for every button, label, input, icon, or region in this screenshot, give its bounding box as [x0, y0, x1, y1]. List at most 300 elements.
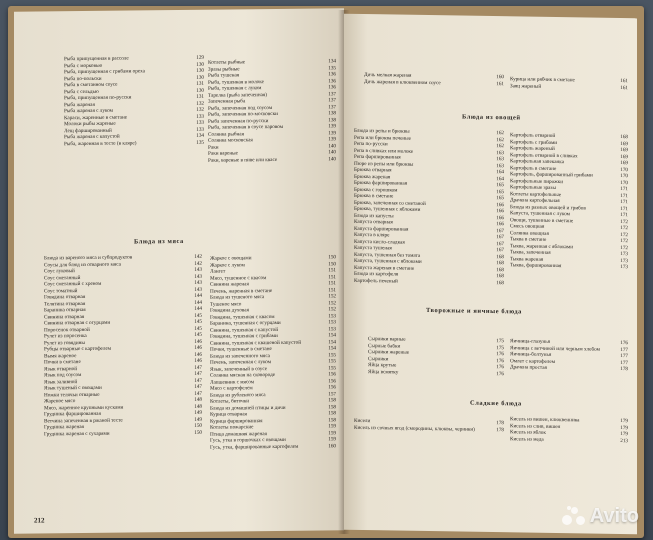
toc-column-sweets-right: [510, 416, 628, 444]
toc-column-dairy-left: [368, 336, 504, 377]
toc-entry-page: 151: [328, 273, 336, 280]
toc-entry-page: 178: [496, 426, 504, 433]
toc-entry-title: Котлеты картофельные: [510, 190, 562, 198]
toc-entry-title: Птица домашняя жареная: [210, 430, 267, 438]
toc-entry-title: Рыба, жаренная в тесте (в кляре): [64, 139, 137, 147]
toc-entry: [510, 83, 628, 91]
toc-entry-page: 138: [328, 116, 336, 123]
toc-entry-title: Капуста, тушенная с луком: [510, 210, 570, 218]
toc-entry-page: 178: [620, 366, 628, 373]
toc-entry-title: Блюда из капусты: [354, 212, 394, 219]
toc-entry-page: 164: [496, 175, 504, 182]
toc-entry-page: 139: [328, 123, 336, 130]
toc-entry-title: Ветчина запеченная в ржаной тесте: [44, 417, 123, 424]
toc-entry-page: 147: [194, 370, 202, 377]
toc-entry-title: Картофель жареный: [510, 145, 555, 153]
toc-entry-page: 163: [496, 162, 504, 169]
toc-entry-title: Картофель отварной в сливках: [510, 151, 578, 159]
toc-entry-page: 143: [194, 279, 202, 286]
toc-entry-page: 168: [496, 273, 504, 280]
avito-watermark: [562, 505, 639, 528]
toc-entry: [210, 443, 336, 451]
toc-entry-page: 168: [496, 253, 504, 260]
toc-entry-title: Свинина отварная с огурцами: [44, 319, 111, 327]
toc-entry-page: 146: [194, 357, 202, 364]
toc-entry-title: Гусь, утка, фаршированные картофелем: [210, 443, 299, 451]
toc-column-meat-right: [210, 254, 336, 450]
toc-entry-page: 132: [196, 100, 204, 107]
toc-entry-title: Капуста в кляре: [354, 231, 390, 239]
toc-entry-title: Капуста кисло-сладкая: [354, 238, 405, 246]
toc-entry-page: 136: [328, 84, 336, 91]
toc-entry-page: 167: [496, 247, 504, 254]
toc-entry-title: Тыква в сметане: [510, 236, 547, 243]
toc-entry-page: 135: [328, 64, 336, 71]
toc-entry-page: 166: [496, 214, 504, 221]
toc-entry-title: Кисель из вишен, клюквенника: [510, 416, 580, 424]
toc-entry-title: Жаркое с овощами: [210, 255, 252, 262]
toc-entry-page: 137: [328, 103, 336, 110]
toc-entry-page: 179: [620, 418, 628, 425]
toc-entry-page: 152: [328, 293, 336, 300]
toc-entry-page: 155: [328, 364, 336, 371]
toc-entry: [354, 277, 504, 286]
toc-entry-page: 167: [496, 227, 504, 234]
toc-entry-page: 173: [620, 251, 628, 258]
toc-entry-page: 173: [620, 264, 628, 271]
toc-entry-title: Свинина отварная: [44, 313, 85, 320]
toc-entry-title: Раки: [208, 144, 219, 151]
toc-entry-title: Блюда из тушеного мяса: [210, 294, 265, 301]
toc-column-vegetables-left: [354, 128, 504, 286]
toc-entry-page: 213: [620, 437, 628, 444]
toc-entry-title: Лапшевник с мясом: [210, 378, 254, 386]
toc-entry-title: Печень, жаренная в сметане: [210, 287, 273, 295]
toc-entry-title: Сырники варные: [368, 336, 406, 343]
toc-entry-title: Курица или рябчик в сметане: [510, 76, 575, 84]
toc-entry-page: 145: [194, 312, 202, 319]
toc-entry-page: 134: [196, 132, 204, 139]
toc-entry-title: Котлеты, биточки: [210, 398, 250, 405]
toc-entry-title: Говядина отварная: [44, 293, 86, 301]
toc-entry-title: Курица фаршированная: [210, 417, 263, 425]
toc-entry-page: 133: [196, 113, 204, 120]
toc-entry-page: 129: [196, 54, 204, 61]
toc-entry-title: Тыква, фаршированная: [510, 262, 562, 270]
toc-entry-title: Рулет из говядины: [44, 339, 85, 346]
toc-entry-page: 130: [196, 61, 204, 68]
toc-entry-page: 172: [620, 238, 628, 245]
toc-entry-page: 165: [496, 195, 504, 202]
toc-entry-page: 147: [194, 377, 202, 384]
toc-entry-page: 151: [328, 267, 336, 274]
toc-entry-page: 159: [328, 436, 336, 443]
toc-entry-title: Блюда из рубленого мяса: [210, 391, 266, 399]
toc-entry-title: Капуста, тушенная без томата: [354, 251, 421, 259]
toc-entry-title: Рыба, запеченная под соусом: [208, 104, 273, 112]
toc-entry-page: 175: [496, 338, 504, 345]
section-heading-vegetables: Блюда из овощей: [462, 113, 521, 122]
toc-entry-title: Картофель отварной: [510, 132, 556, 140]
toc-entry-title: Свинина, тушенная с квашеной капустой: [210, 339, 301, 347]
toc-entry-title: Говядина, тушенная с квасом: [210, 313, 275, 321]
toc-entry-title: Говядина духовая: [210, 307, 249, 314]
toc-entry-title: Брюква отварная: [354, 166, 392, 174]
toc-entry-title: Репа в сливках или молоке: [354, 147, 414, 155]
toc-entry-page: 178: [496, 420, 504, 427]
toc-entry-title: Лещ фаршированный: [64, 127, 112, 134]
toc-entry-page: 147: [194, 390, 202, 397]
toc-entry-title: Рыба жареная: [64, 101, 95, 108]
toc-entry-page: 134: [328, 58, 336, 65]
toc-entry-title: Блюда из вареного мяса и субпродуктов: [44, 254, 133, 262]
toc-entry: [208, 156, 336, 164]
toc-entry-page: 165: [496, 188, 504, 195]
toc-entry-title: Рыба тушеная: [208, 72, 240, 79]
toc-entry-page: 130: [196, 67, 204, 74]
toc-entry-title: Молоки рыбы жареные: [64, 120, 116, 128]
toc-entry-title: Ножки телячьи отварные: [44, 391, 100, 398]
toc-entry-page: 170: [620, 173, 628, 180]
toc-entry-title: Рыба, припущенная по-русски: [64, 94, 132, 102]
toc-entry-title: Соус сметанный с хреном: [44, 280, 102, 288]
toc-entry-title: Рыба, припущенная с грибами ореха: [64, 68, 145, 76]
toc-entry-page: 145: [194, 331, 202, 338]
toc-entry-title: Омлет с картофелем: [510, 357, 555, 365]
toc-entry-page: 176: [496, 370, 504, 377]
toc-entry-page: 171: [620, 186, 628, 193]
toc-entry-page: 159: [328, 423, 336, 430]
toc-entry-title: Картофель в сметане: [510, 164, 557, 172]
toc-entry-page: 155: [328, 351, 336, 358]
toc-column-game-left: [364, 72, 504, 87]
toc-entry-title: Яйца крутые: [368, 362, 397, 369]
toc-entry-page: 150: [328, 260, 336, 267]
toc-entry-page: 142: [194, 260, 202, 267]
toc-entry-title: Рыба по-польски: [64, 75, 102, 82]
toc-entry-page: 154: [328, 338, 336, 345]
toc-entry-title: Капуста, тушенная с яблоками: [354, 257, 422, 265]
toc-entry-page: 144: [194, 292, 202, 299]
toc-entry-page: 168: [496, 266, 504, 273]
toc-entry-title: Смесь овощная: [510, 223, 545, 230]
toc-entry-title: Блюда из запеченного мяса: [210, 352, 270, 360]
toc-entry-page: 143: [194, 273, 202, 280]
toc-entry-page: 177: [620, 353, 628, 360]
toc-entry-page: 150: [194, 422, 202, 429]
section-heading-sweets: Сладкие блюда: [470, 399, 522, 408]
toc-entry-page: 160: [496, 74, 504, 81]
toc-entry-page: 165: [496, 182, 504, 189]
toc-entry-page: 136: [328, 71, 336, 78]
toc-entry-title: Соус сметанный: [44, 274, 81, 281]
toc-entry-title: Жареное мясо: [44, 398, 76, 405]
toc-entry-page: 147: [194, 383, 202, 390]
toc-entry-title: Сырные бабки: [368, 342, 401, 350]
toc-entry-page: 156: [328, 377, 336, 384]
toc-entry-page: 158: [328, 397, 336, 404]
toc-entry-page: 133: [196, 119, 204, 126]
toc-entry-page: 179: [620, 424, 628, 431]
toc-entry-page: 170: [620, 166, 628, 173]
watermark-text: Avito: [589, 505, 639, 527]
toc-entry-page: 176: [496, 351, 504, 358]
toc-entry-page: 143: [194, 266, 202, 273]
toc-entry-page: 150: [194, 429, 202, 436]
toc-entry: [510, 364, 628, 372]
toc-entry-title: Кисель из яблок: [510, 429, 546, 436]
toc-entry-page: 139: [328, 136, 336, 143]
toc-entry-title: Кисель из сочных ягод (смородины, клюквы, черники): [354, 424, 475, 433]
toc-entry-title: Дичь мелкая жареная: [364, 72, 412, 79]
toc-entry-page: 166: [496, 201, 504, 208]
toc-entry-page: 145: [194, 325, 202, 332]
toc-entry-title: Язык заливной: [44, 378, 78, 385]
toc-entry-title: Солянка рыбная: [208, 130, 244, 138]
toc-column-fish-right: [208, 58, 336, 163]
toc-entry-page: 167: [496, 234, 504, 241]
toc-entry-page: 171: [620, 205, 628, 212]
toc-entry-title: Гусь, утка в горшочках с овощами: [210, 436, 286, 444]
toc-entry-page: 137: [328, 97, 336, 104]
toc-entry-page: 146: [194, 338, 202, 345]
toc-entry-page: 153: [328, 312, 336, 319]
toc-entry-title: Пюре из репы или брюквы: [354, 160, 414, 168]
toc-entry-title: Рубцы отварные с картофелем: [44, 345, 112, 353]
toc-entry-page: 152: [328, 299, 336, 306]
toc-entry-page: 172: [620, 218, 628, 225]
toc-entry-page: 130: [196, 87, 204, 94]
toc-entry-page: 177: [620, 346, 628, 353]
toc-entry-title: Рыба, запеченная по-московски: [208, 110, 278, 118]
toc-entry-title: Соусы для блюд из отварного мяса: [44, 261, 121, 268]
toc-entry-title: Караси, жаренные в сметане: [64, 114, 128, 121]
toc-entry-title: Картофель с грибами: [510, 138, 558, 146]
toc-entry: [510, 262, 628, 270]
toc-entry-page: 171: [620, 199, 628, 206]
toc-entry-title: Котлеты рыбные: [208, 59, 246, 66]
toc-entry-title: Вымя жареное: [44, 352, 77, 359]
toc-entry-title: Драчена простая: [510, 364, 547, 371]
toc-entry-title: Картофельные пирожки: [510, 177, 563, 185]
toc-entry-page: 151: [328, 280, 336, 287]
toc-entry-title: Поросенок отварной: [44, 326, 90, 333]
toc-entry-title: Капуста тушеная: [354, 244, 392, 252]
toc-entry-page: 133: [196, 126, 204, 133]
toc-entry-page: 143: [194, 286, 202, 293]
toc-entry-page: 169: [620, 147, 628, 154]
toc-entry-title: Мясо, жаренное крупными кусками: [44, 404, 124, 411]
toc-entry-page: 137: [328, 90, 336, 97]
toc-entry-title: Рыба, запеченная в соусе паровом: [208, 123, 284, 131]
toc-entry-page: 154: [328, 345, 336, 352]
toc-entry-title: Блюда из картофеля: [354, 270, 399, 278]
toc-entry-title: Репа или брюква печеные: [354, 134, 411, 142]
toc-entry-title: Грудинка жареная с сухарями: [44, 430, 110, 437]
toc-entry-page: 177: [620, 359, 628, 366]
toc-column-sweets-left: [354, 418, 504, 433]
toc-entry-title: Яичница-болтунья: [510, 351, 552, 358]
toc-entry-title: Яйца всмятку: [368, 368, 399, 376]
toc-entry-title: Кисель из меда: [510, 435, 544, 443]
toc-entry-title: Картофельная запеканка: [510, 158, 565, 166]
toc-entry-title: Баранина отварная: [44, 306, 86, 314]
toc-entry-page: 153: [328, 319, 336, 326]
toc-entry-page: 160: [328, 442, 336, 449]
toc-column-dairy-right: [510, 338, 628, 372]
toc-entry-page: 171: [620, 212, 628, 219]
toc-entry-page: 171: [620, 192, 628, 199]
toc-entry-page: 131: [196, 80, 204, 87]
toc-entry-page: 144: [194, 299, 202, 306]
toc-entry-title: Репа фаршированная: [354, 153, 401, 161]
toc-entry-page: 158: [328, 416, 336, 423]
toc-entry-title: Капуста жареная в сметане: [354, 264, 415, 272]
toc-entry-page: 138: [328, 110, 336, 117]
toc-entry-title: Брюква с горошком: [354, 186, 398, 194]
toc-entry-page: 162: [496, 130, 504, 137]
toc-entry-page: 155: [328, 358, 336, 365]
toc-entry: [364, 79, 504, 88]
avito-logo-icon: [562, 506, 586, 528]
toc-entry-title: Брюква жареная: [354, 173, 391, 180]
toc-entry-page: 179: [620, 431, 628, 438]
toc-entry-page: 149: [194, 416, 202, 423]
toc-entry-page: 136: [328, 77, 336, 84]
toc-entry-title: Заяц жареный: [510, 82, 542, 90]
toc-entry-page: 162: [496, 136, 504, 143]
toc-entry-page: 148: [194, 403, 202, 410]
toc-entry-page: 169: [620, 140, 628, 147]
toc-entry-page: 163: [496, 149, 504, 156]
toc-entry-page: 147: [194, 364, 202, 371]
toc-entry-page: 132: [196, 106, 204, 113]
toc-entry-title: Дичь жареная в клюквенном соусе: [364, 78, 441, 86]
toc-entry-page: 161: [620, 78, 628, 85]
toc-entry-page: 162: [496, 143, 504, 150]
toc-entry-title: Картофель печеный: [354, 277, 398, 285]
toc-entry-page: 161: [620, 84, 628, 91]
toc-entry-title: Капуста фаршированная: [354, 225, 409, 233]
toc-entry-page: 146: [194, 351, 202, 358]
toc-entry-title: Рыба в сметанном соусе: [64, 81, 118, 89]
toc-column-game-right: [510, 76, 628, 91]
toc-entry-page: 157: [328, 390, 336, 397]
toc-entry-title: Курица отварная: [210, 411, 247, 418]
toc-entry-page: 172: [620, 231, 628, 238]
toc-entry-title: Сырники: [368, 355, 389, 362]
toc-entry-title: Язык, запеченный в соусе: [210, 365, 268, 373]
toc-entry-title: Яичница-глазунья: [510, 338, 551, 345]
toc-entry-page: 158: [328, 403, 336, 410]
toc-entry-title: Тыква, жаренная с яблоками: [510, 242, 573, 250]
toc-entry-title: Мясо с картофелем: [210, 385, 253, 392]
toc-entry-page: 169: [620, 153, 628, 160]
toc-entry-title: Свинина жареная: [210, 281, 249, 288]
toc-entry-page: 169: [620, 160, 628, 167]
toc-entry-title: Брюква, запеченная со сметаной: [354, 199, 426, 207]
toc-entry-title: Запеченная рыба: [208, 98, 246, 105]
toc-entry-title: Рыба с сельдью: [64, 88, 99, 95]
section-heading-dairy: Творожные и яичные блюда: [426, 306, 522, 316]
toc-column-vegetables-right: [510, 132, 628, 270]
toc-entry-title: Соус луковый: [44, 268, 75, 275]
toc-entry-title: Лангет: [210, 268, 226, 275]
toc-entry-title: Раки вареные: [208, 150, 238, 157]
toc-entry-title: Грудинка жареная: [44, 423, 84, 431]
toc-entry-page: 170: [620, 179, 628, 186]
toc-entry-title: Тыква, запеченная: [510, 249, 551, 256]
toc-entry-title: Почки в сметане: [44, 359, 81, 366]
toc-entry-page: 140: [328, 149, 336, 156]
toc-entry-title: Брюква в сметане: [354, 192, 394, 200]
toc-entry-page: 176: [496, 357, 504, 364]
toc-entry-title: Говядина, тушенная с грибами: [210, 332, 278, 340]
toc-entry: [354, 424, 504, 433]
toc-entry-page: 167: [496, 240, 504, 247]
toc-entry-title: Кисели: [354, 417, 371, 425]
toc-entry-page: 168: [620, 134, 628, 141]
toc-entry-title: Баранина, тушенная с огурцами: [210, 319, 281, 327]
right-page: [344, 14, 637, 535]
toc-entry-page: 168: [496, 260, 504, 267]
toc-entry-page: 135: [196, 139, 204, 146]
toc-entry-title: Тыква жареная: [510, 255, 544, 263]
toc-entry-title: Рыба припущенная в рассоле: [64, 55, 129, 63]
toc-entry-page: 153: [328, 325, 336, 332]
toc-entry-title: Раки, вареные в пиве или квасе: [208, 156, 278, 164]
toc-entry-title: Печень, запеченная с луком: [210, 359, 272, 366]
toc-entry: [368, 369, 504, 378]
toc-entry-title: Рыба запеченная по-русски: [208, 117, 269, 125]
toc-entry-title: Репа по-русски: [354, 140, 388, 148]
toc-entry-title: Картофель, фаршированный грибами: [510, 171, 593, 179]
toc-entry-page: 173: [620, 257, 628, 264]
toc-entry-page: 148: [194, 396, 202, 403]
toc-entry: [44, 429, 202, 437]
toc-entry-title: Блюда из разных овощей и грибов: [510, 203, 586, 211]
toc-entry-title: Почки, тушенные в сметане: [210, 346, 272, 353]
toc-entry-page: 149: [194, 409, 202, 416]
toc-entry-title: Рулет из поросенка: [44, 332, 87, 340]
toc-entry-page: 139: [328, 129, 336, 136]
toc-entry-title: Свинина, тушенная с капустой: [210, 326, 279, 334]
toc-entry-page: 131: [196, 93, 204, 100]
toc-entry-title: Блюда из репы и брюквы: [354, 127, 410, 135]
toc-entry-title: Грудинка фаршированная: [44, 410, 101, 418]
toc-entry-page: 156: [328, 384, 336, 391]
toc-entry-page: 175: [496, 344, 504, 351]
toc-entry-page: 159: [328, 429, 336, 436]
toc-entry-page: 166: [496, 208, 504, 215]
toc-entry-title: Тарелка (рыба запеченная): [208, 91, 268, 99]
toc-entry-title: Драчена картофельная: [510, 197, 560, 205]
toc-entry-page: 145: [194, 318, 202, 325]
toc-entry-page: 161: [496, 80, 504, 87]
toc-entry-title: Кисель из слив, вишен: [510, 422, 561, 430]
toc-entry-page: 146: [194, 344, 202, 351]
toc-entry-title: Язык отварной: [44, 365, 78, 372]
toc-entry-page: 176: [496, 364, 504, 371]
toc-entry-page: 152: [328, 306, 336, 313]
toc-entry-page: 163: [496, 156, 504, 163]
toc-entry-page: 156: [328, 371, 336, 378]
toc-entry-title: Яичница с ветчиной или черным хлебом: [510, 344, 600, 353]
toc-entry-title: Рыба, тушенная в молоке: [208, 78, 264, 86]
toc-entry-title: Солянка овощная: [510, 229, 549, 237]
toc-entry-title: Картофельные зразы: [510, 184, 556, 192]
toc-entry-title: Блюда из домашней птицы и дичи: [210, 404, 286, 412]
